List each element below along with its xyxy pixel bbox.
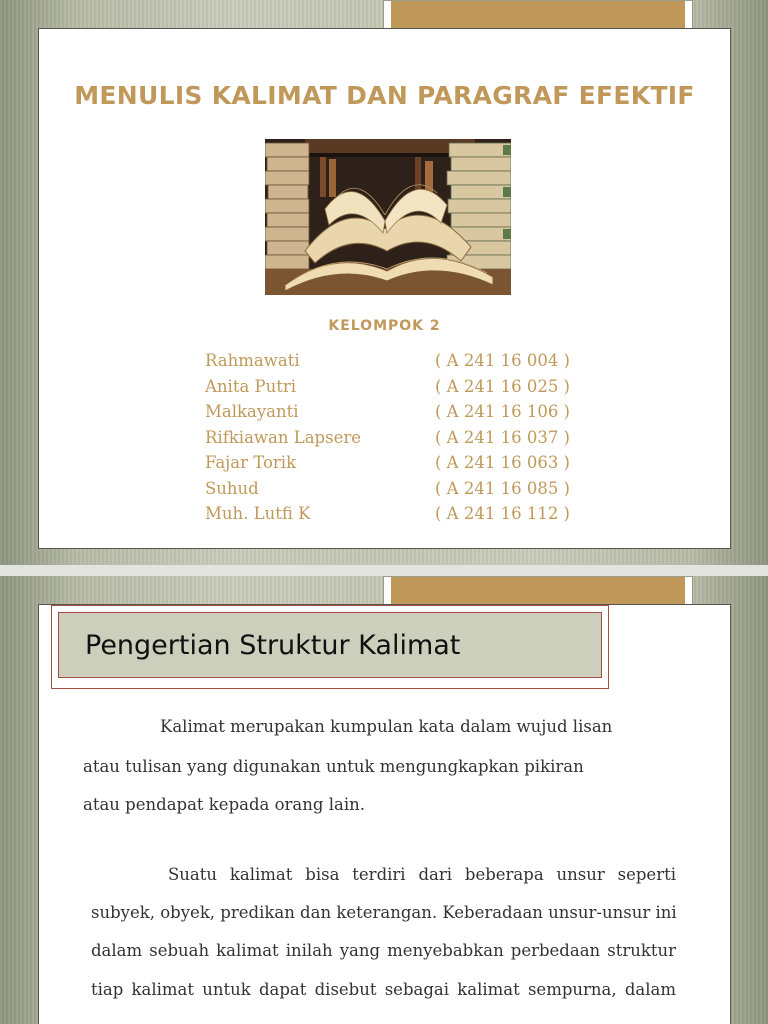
- paragraph-line: Kalimat merupakan kumpulan kata dalam wujud lisan: [160, 717, 613, 736]
- slide-title: MENULIS KALIMAT DAN PARAGRAF EFEKTIF: [74, 81, 695, 110]
- paragraph-line: atau tulisan yang digunakan untuk mengungkapkan pikiran: [83, 757, 584, 776]
- list-item: [205, 453, 605, 479]
- member-nim: ( A 241 16 063 ): [435, 453, 570, 472]
- open-books-image: [265, 139, 511, 295]
- slide-separator: [0, 565, 768, 576]
- member-nim: ( A 241 16 106 ): [435, 402, 570, 421]
- member-list: [205, 351, 605, 530]
- member-name: Rahmawati: [205, 351, 300, 370]
- paragraph-line: dalam sebuah kalimat inilah yang menyebabkan perbedaan struktur: [91, 941, 676, 960]
- content-slide: [0, 576, 768, 1024]
- list-item: [205, 504, 605, 530]
- member-name: Anita Putri: [205, 376, 297, 396]
- slide-heading: Pengertian Struktur Kalimat: [85, 630, 461, 661]
- member-name: Muh. Lutfi K: [205, 504, 311, 523]
- member-nim: ( A 241 16 085 ): [435, 478, 570, 498]
- member-nim: ( A 241 16 112 ): [435, 504, 570, 523]
- member-name: Rifkiawan Lapsere: [205, 427, 361, 447]
- content-panel: [38, 604, 731, 1024]
- title-panel: [38, 28, 731, 549]
- member-nim: ( A 241 16 004 ): [435, 351, 570, 370]
- list-item: [205, 428, 605, 454]
- list-item: [205, 479, 605, 505]
- member-nim: ( A 241 16 025 ): [435, 376, 570, 396]
- group-label: KELOMPOK 2: [328, 318, 441, 334]
- paragraph-line: subyek, obyek, predikan dan keterangan. Keberadaan unsur-unsur ini: [91, 903, 677, 922]
- paragraph-line: tiap kalimat untuk dapat disebut sebagai kalimat sempurna, dalam: [91, 980, 676, 999]
- member-name: Suhud: [205, 478, 259, 498]
- list-item: [205, 402, 605, 428]
- heading-frame: [51, 605, 609, 689]
- books-illustration: [265, 139, 511, 295]
- paragraph-line: Suatu kalimat bisa terdiri dari beberapa unsur seperti: [168, 865, 676, 884]
- list-item: [205, 351, 605, 377]
- member-nim: ( A 241 16 037 ): [435, 427, 570, 447]
- list-item: [205, 377, 605, 403]
- member-name: Malkayanti: [205, 402, 299, 421]
- heading-band: [58, 612, 602, 678]
- paragraph-line: atau pendapat kepada orang lain.: [83, 795, 365, 814]
- member-name: Fajar Torik: [205, 453, 297, 472]
